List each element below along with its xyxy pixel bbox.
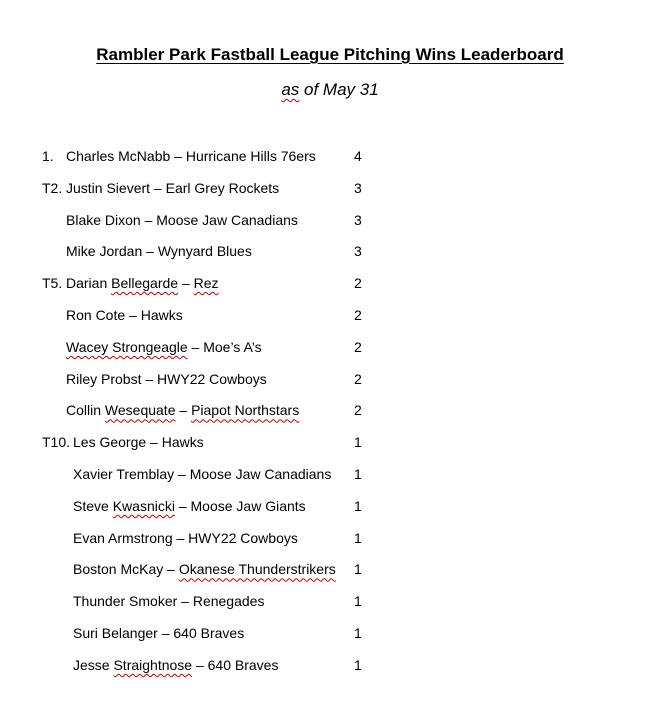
wins-count: 1: [354, 625, 362, 641]
name-text: Charles McNabb – Hurricane Hills 76ers: [66, 148, 316, 164]
rank-label: T10.: [42, 434, 71, 451]
name-text: –: [178, 275, 194, 292]
leaderboard-row: [0, 654, 654, 676]
wins-count: 3: [354, 243, 362, 260]
pitcher-team: [66, 240, 252, 262]
name-text: Mike Jordan – Wynyard Blues: [66, 243, 252, 260]
wins-count: 3: [354, 179, 362, 196]
name-text: – 640 Braves: [192, 656, 279, 673]
misspelled-word: Okanese Thunderstrikers: [178, 561, 336, 578]
pitcher-team: [73, 654, 278, 676]
leaderboard-row: [0, 145, 654, 167]
wins-count: 1: [354, 434, 362, 451]
pitcher-team: [66, 336, 262, 358]
subtitle-date: of May 31: [299, 80, 379, 99]
wins-count: 2: [354, 275, 362, 292]
name-text: Darian: [66, 275, 112, 292]
pitcher-team: [66, 209, 298, 231]
name-text: Jesse: [73, 656, 114, 673]
pitcher-team: [73, 590, 264, 612]
name-text: Xavier Tremblay – Moose Jaw Canadians: [73, 466, 332, 482]
rank-label: T2.: [42, 179, 63, 196]
leaderboard-row: [0, 527, 654, 549]
rank-label: T5.: [42, 275, 63, 292]
leaderboard-row: [0, 272, 654, 294]
wins-count: 2: [354, 370, 362, 387]
leaderboard-row: [0, 590, 654, 612]
pitcher-team: [73, 527, 298, 549]
wins-count: 2: [354, 338, 362, 355]
wins-count: 4: [354, 148, 362, 164]
pitcher-team: [73, 431, 204, 453]
name-text: Boston McKay –: [73, 561, 179, 578]
leaderboard-row: [0, 463, 654, 485]
misspelled-word: Kwasnicki: [112, 497, 175, 514]
pitcher-team: [66, 177, 279, 199]
leaderboard-row: [0, 622, 654, 644]
pitcher-team: [66, 272, 219, 294]
leaderboard-row: [0, 177, 654, 199]
pitcher-team: [73, 495, 306, 517]
leaderboard-row: [0, 558, 654, 580]
leaderboard-row: [0, 240, 654, 262]
name-text: Les George – Hawks: [73, 434, 204, 451]
leaderboard-row: [0, 209, 654, 231]
name-text: Evan Armstrong – HWY22 Cowboys: [73, 529, 298, 546]
name-text: Riley Probst – HWY22 Cowboys: [66, 370, 267, 387]
leaderboard-row: [0, 399, 654, 421]
name-text: Blake Dixon – Moose Jaw Canadians: [66, 211, 298, 228]
pitcher-team: [66, 368, 267, 390]
wins-count: 1: [354, 561, 362, 578]
misspelled-word: Wesequate: [104, 402, 176, 419]
name-text: Ron Cote – Hawks: [66, 307, 183, 323]
pitcher-team: [66, 145, 316, 167]
wins-count: 3: [354, 211, 362, 228]
name-text: Suri Belanger – 640 Braves: [73, 625, 245, 641]
wins-count: 1: [354, 593, 362, 610]
wins-count: 1: [354, 466, 362, 482]
misspelled-word: Wacey Strongeagle: [66, 338, 188, 355]
misspelled-word: Piapot Northstars: [191, 402, 300, 419]
name-text: – Moe’s A’s: [187, 338, 262, 355]
wins-count: 1: [354, 529, 362, 546]
misspelled-word: Rez: [193, 275, 219, 292]
leaderboard-row: [0, 431, 654, 453]
rank-label: 1.: [42, 148, 54, 164]
name-text: Justin Sievert – Earl Grey Rockets: [66, 179, 280, 196]
leaderboard-row: [0, 368, 654, 390]
page-subtitle: [0, 80, 654, 100]
name-text: –: [175, 402, 192, 419]
subtitle-as: as: [281, 80, 300, 99]
name-text: Collin: [66, 402, 105, 419]
leaderboard-row: [0, 495, 654, 517]
wins-count: 2: [354, 307, 362, 323]
pitcher-team: [73, 463, 331, 485]
leaderboard-row: [0, 336, 654, 358]
page-title: Rambler Park Fastball League Pitching Wins Leaderboard: [96, 45, 564, 64]
name-text: – Moose Jaw Giants: [174, 497, 306, 514]
name-text: Steve: [73, 497, 113, 514]
misspelled-word: Straightnose: [113, 656, 193, 673]
wins-count: 1: [354, 656, 362, 673]
misspelled-word: Bellegarde: [111, 275, 179, 292]
pitcher-team: [66, 399, 299, 421]
wins-count: 1: [354, 497, 362, 514]
pitcher-team: [73, 622, 244, 644]
wins-count: 2: [354, 402, 362, 419]
name-text: Thunder Smoker – Renegades: [73, 593, 265, 610]
pitcher-team: [66, 304, 183, 326]
pitcher-team: [73, 558, 336, 580]
leaderboard-row: [0, 304, 654, 326]
